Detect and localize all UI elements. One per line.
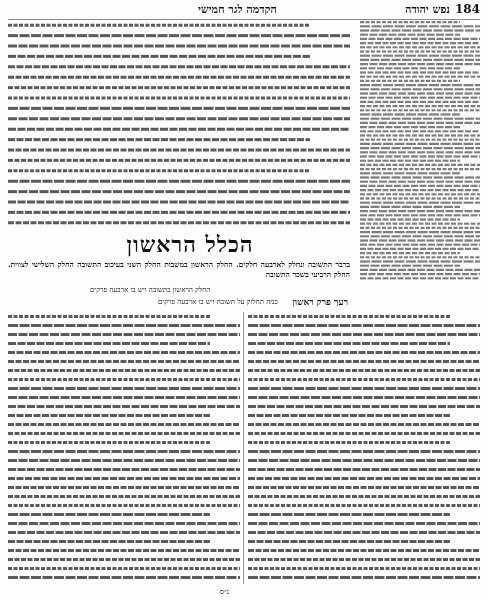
section-summary: ברבר התשובה ונחלק לארבעה חלקים. החלק הראשון במשבות החלק השני בעיכוב התשובה החלק השלישי לצווית. החלק הרביעי בשכר התשובה — [8, 260, 350, 279]
signature-mark: נ״ס — [220, 588, 229, 596]
running-head — [8, 2, 480, 20]
running-title: נפש יהודה — [405, 3, 450, 16]
page-number: 184 — [454, 2, 480, 16]
chapter-title: רעך פרק ראשון — [292, 298, 348, 308]
intro-text-block — [8, 20, 350, 228]
side-commentary-block — [360, 20, 480, 280]
left-text-column — [8, 312, 240, 584]
chapter-heading — [8, 297, 478, 309]
chapter-subtitle: כמה תחלוק על תשובה ויש בו ארבעה פרקים — [158, 298, 278, 306]
right-text-column — [248, 312, 480, 584]
part-heading: החלק הראשון בתשובה ויש בו ארבעה פרקים — [90, 286, 211, 294]
running-center-title: הקדמה לגר חמישי — [198, 3, 277, 16]
column-divider — [243, 312, 244, 584]
section-title: הכלל הראשון — [126, 232, 254, 258]
